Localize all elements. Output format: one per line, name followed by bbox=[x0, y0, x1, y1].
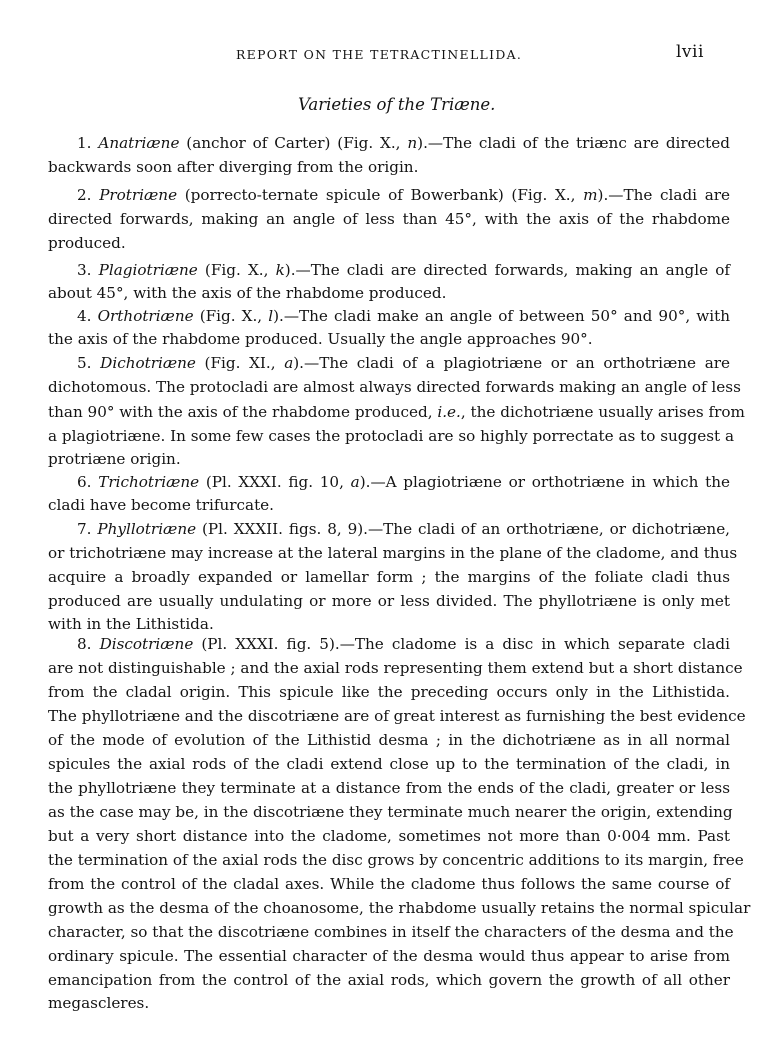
paragraph-number: 1. bbox=[77, 134, 92, 152]
paragraph-8-line-10: the termination of the axial rods the disc grows by concentric additions to its margin, free bbox=[48, 851, 744, 869]
paragraph-7-line-5: with in the Lithistida. bbox=[48, 615, 214, 633]
paragraph-number: 6. bbox=[77, 473, 92, 491]
paragraph-7-line-3: acquire a broadly expanded or lamellar form ; the margins of the foliate cladi thus bbox=[48, 568, 730, 586]
paragraph-2-line-2: directed forwards, making an angle of less than 45°, with the axis of the rhabdome bbox=[48, 210, 730, 228]
text-run: (Pl. XXXI. fig. 5).—The cladome is a disc in which separate cladi bbox=[193, 635, 731, 653]
paragraph-7-line-1 bbox=[77, 517, 730, 541]
text-run: (anchor of Carter) (Fig. X., bbox=[179, 134, 408, 152]
paragraph-number: 2. bbox=[77, 186, 92, 204]
paragraph-8-line-9: but a very short distance into the cladome, sometimes not more than 0·004 mm. Past bbox=[48, 827, 730, 845]
page-number: lvii bbox=[676, 42, 704, 62]
text-run: (Fig. XI., bbox=[195, 354, 285, 372]
paragraph-4-line-1 bbox=[77, 304, 730, 328]
paragraph-5-line-1 bbox=[77, 351, 730, 375]
figure-letter: a bbox=[350, 473, 360, 491]
paragraph-2-line-1 bbox=[77, 183, 730, 207]
running-head-title: REPORT ON THE TETRACTINELLIDA. bbox=[236, 47, 523, 62]
figure-letter: a bbox=[284, 354, 294, 372]
spicule-term: Trichotriæne bbox=[98, 473, 200, 491]
paragraph-7-line-4: produced are usually undulating or more or less divided. The phyllotriæne is only met bbox=[48, 592, 730, 610]
paragraph-number: 7. bbox=[77, 520, 92, 538]
paragraph-8-line-12: growth as the desma of the choanosome, the rhabdome usually retains the normal spicular bbox=[48, 899, 751, 917]
text-run: ).—A plagiotriæne or orthotriæne in which the bbox=[359, 473, 730, 491]
paragraph-8-line-7: the phyllotriæne they terminate at a distance from the ends of the cladi, greater or less bbox=[48, 779, 730, 797]
figure-letter: m bbox=[583, 186, 598, 204]
figure-letter: n bbox=[407, 134, 418, 152]
paragraph-7-line-2: or trichotriæne may increase at the lateral margins in the plane of the cladome, and thus bbox=[48, 544, 738, 562]
paragraph-5-line-3 bbox=[48, 400, 745, 424]
paragraph-8-line-16: megascleres. bbox=[48, 994, 150, 1012]
paragraph-8-line-5: of the mode of evolution of the Lithistid desma ; in the dichotriæne as in all normal bbox=[48, 731, 730, 749]
paragraph-1-line-2: backwards soon after diverging from the origin. bbox=[48, 158, 419, 176]
paragraph-8-line-6: spicules the axial rods of the cladi extend close up to the termination of the cladi, in bbox=[48, 755, 730, 773]
paragraph-3-line-1 bbox=[77, 258, 730, 282]
paragraph-8-line-15: emancipation from the control of the axial rods, which govern the growth of all other bbox=[48, 971, 730, 989]
text-run: ).—The cladi of a plagiotriæne or an orthotriæne are bbox=[293, 354, 730, 372]
paragraph-5-line-5: protriæne origin. bbox=[48, 450, 181, 468]
paragraph-number: 3. bbox=[77, 261, 92, 279]
text-run: (Fig. X., bbox=[193, 307, 269, 325]
text-run: (porrecto-ternate spicule of Bowerbank) (Fig. X., bbox=[177, 186, 584, 204]
paragraph-number: 8. bbox=[77, 635, 92, 653]
text-run: ).—The cladi of the triænc are directed bbox=[417, 134, 730, 152]
spicule-term: Orthotriæne bbox=[97, 307, 194, 325]
text-run: , the dichotriæne usually arises from bbox=[460, 403, 745, 421]
paragraph-8-line-2: are not distinguishable ; and the axial rods representing them extend but a short distance bbox=[48, 659, 743, 677]
spicule-term: Dichotriæne bbox=[100, 354, 196, 372]
paragraph-3-line-2: about 45°, with the axis of the rhabdome produced. bbox=[48, 284, 447, 302]
paragraph-8-line-1 bbox=[77, 632, 730, 656]
text-run: (Pl. XXXII. figs. 8, 9).—The cladi of an orthotriæne, or dichotriæne, bbox=[196, 520, 731, 538]
figure-letter: k bbox=[275, 261, 285, 279]
paragraph-1-line-1 bbox=[77, 131, 730, 155]
spicule-term: Phyllotriæne bbox=[97, 520, 197, 538]
paragraph-6-line-2: cladi have become trifurcate. bbox=[48, 496, 274, 514]
text-run: ).—The cladi make an angle of between 50° and 90°, with bbox=[273, 307, 730, 325]
paragraph-6-line-1 bbox=[77, 470, 730, 494]
paragraph-8-line-8: as the case may be, in the discotriæne they terminate much nearer the origin, extending bbox=[48, 803, 733, 821]
spicule-term: Discotriæne bbox=[99, 635, 194, 653]
text-run: than 90° with the axis of the rhabdome produced, bbox=[48, 403, 438, 421]
spicule-term: Anatriæne bbox=[98, 134, 180, 152]
paragraph-number: 5. bbox=[77, 354, 92, 372]
spicule-term: Plagiotriæne bbox=[98, 261, 198, 279]
paragraph-8-line-3: from the cladal origin. This spicule like the preceding occurs only in the Lithistida. bbox=[48, 683, 730, 701]
spicule-term: Protriæne bbox=[99, 186, 178, 204]
text-run: (Pl. XXXI. fig. 10, bbox=[199, 473, 351, 491]
paragraph-8-line-14: ordinary spicule. The essential character of the desma would thus appear to arise from bbox=[48, 947, 730, 965]
paragraph-2-line-3: produced. bbox=[48, 234, 126, 252]
text-run: ).—The cladi are directed forwards, making an angle of bbox=[284, 261, 730, 279]
abbreviation-ie: i.e. bbox=[437, 403, 461, 421]
paragraph-8-line-4: The phyllotriæne and the discotriæne are of great interest as furnishing the best evidence bbox=[48, 707, 746, 725]
section-title: Varieties of the Triæne. bbox=[298, 95, 496, 114]
paragraph-5-line-2: dichotomous. The protocladi are almost always directed forwards making an angle of less bbox=[48, 378, 741, 396]
paragraph-8-line-11: from the control of the cladal axes. While the cladome thus follows the same course of bbox=[48, 875, 730, 893]
text-run: ).—The cladi are bbox=[597, 186, 731, 204]
paragraph-5-line-4: a plagiotriæne. In some few cases the protocladi are so highly porrectate as to suggest a bbox=[48, 427, 735, 445]
text-run: (Fig. X., bbox=[197, 261, 276, 279]
paragraph-4-line-2: the axis of the rhabdome produced. Usually the angle approaches 90°. bbox=[48, 330, 593, 348]
figure-letter: l bbox=[268, 307, 274, 325]
paragraph-number: 4. bbox=[77, 307, 92, 325]
paragraph-8-line-13: character, so that the discotriæne combines in itself the characters of the desma and the bbox=[48, 923, 734, 941]
